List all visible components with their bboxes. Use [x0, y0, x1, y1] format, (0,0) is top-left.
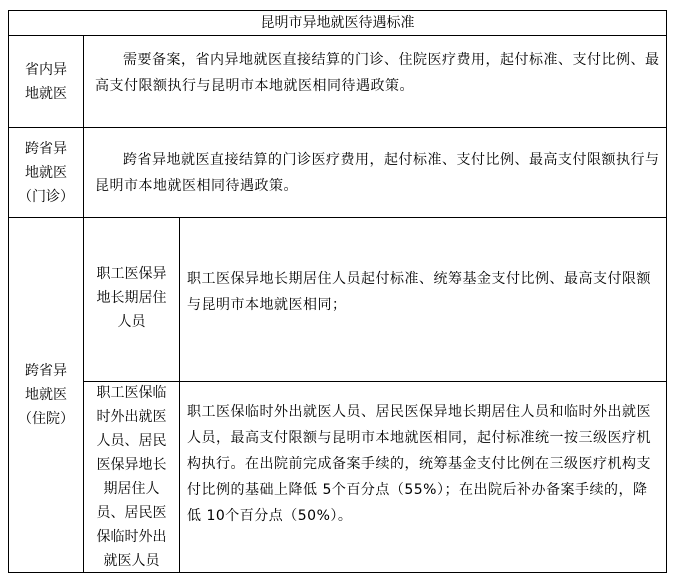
label-line: （门诊） — [18, 188, 74, 205]
label-line: 医保异地长 — [96, 457, 167, 473]
row-content-outpatient: 跨省异地就医直接结算的门诊医疗费用，起付标准、支付比例、最高支付限额执行与昆明市本地就医相同待遇政策。 — [95, 152, 660, 194]
subrow-content-temporary: 职工医保临时外出就医人员、居民医保异地长期居住人员和临时外出就医人员，最高支付限额与昆明市本地就医相同，起付标准统一按三级医疗机构执行。在出院前完成备案手续的，统筹基金支付比例在三级医疗机构支付比例的基础上降低 5个百分点（55%）；在出院后补办备案手续的，降低 10个百分点（50%）。 — [187, 404, 651, 524]
row-divider — [9, 127, 666, 128]
label-line: 保临时外出 — [96, 529, 167, 545]
label-line: 人员 — [117, 314, 146, 330]
row-content-provincial: 需要备案，省内异地就医直接结算的门诊、住院医疗费用，起付标准、支付比例、最高支付限额执行与昆明市本地就医相同待遇政策。 — [95, 52, 660, 94]
label-line: 就医人员 — [103, 553, 160, 569]
row-label-provincial — [9, 36, 83, 127]
subrow-label-long-term — [84, 218, 179, 338]
row-divider — [9, 35, 666, 36]
label-line: 地就医 — [25, 387, 67, 403]
label-line: （住院） — [18, 411, 74, 427]
label-line: 期居住人 — [103, 481, 160, 497]
benefits-table — [8, 10, 667, 573]
label-line: 职工医保异 — [96, 266, 167, 282]
label-line: 时外出就医 — [96, 409, 167, 425]
label-line: 职工医保临 — [96, 385, 167, 401]
row-label-inpatient — [9, 218, 83, 572]
label-line: 人员、居民 — [96, 433, 167, 449]
label-line: 跨省异 — [25, 140, 67, 157]
row-label-outpatient — [9, 128, 83, 217]
label-line: 地就医 — [25, 85, 67, 102]
column-divider — [179, 217, 180, 572]
table-title: 昆明市异地就医待遇标准 — [260, 15, 415, 31]
label-line: 地就医 — [25, 164, 67, 181]
label-line: 员、居民医 — [96, 505, 167, 521]
label-line: 地长期居住 — [96, 290, 167, 306]
label-line: 跨省异 — [25, 363, 67, 379]
subrow-label-temporary — [84, 382, 179, 572]
subrow-content-long-term: 职工医保异地长期居住人员起付标准、统筹基金支付比例、最高支付限额与昆明市本地就医相同； — [187, 271, 651, 313]
label-line: 省内异 — [25, 61, 67, 78]
